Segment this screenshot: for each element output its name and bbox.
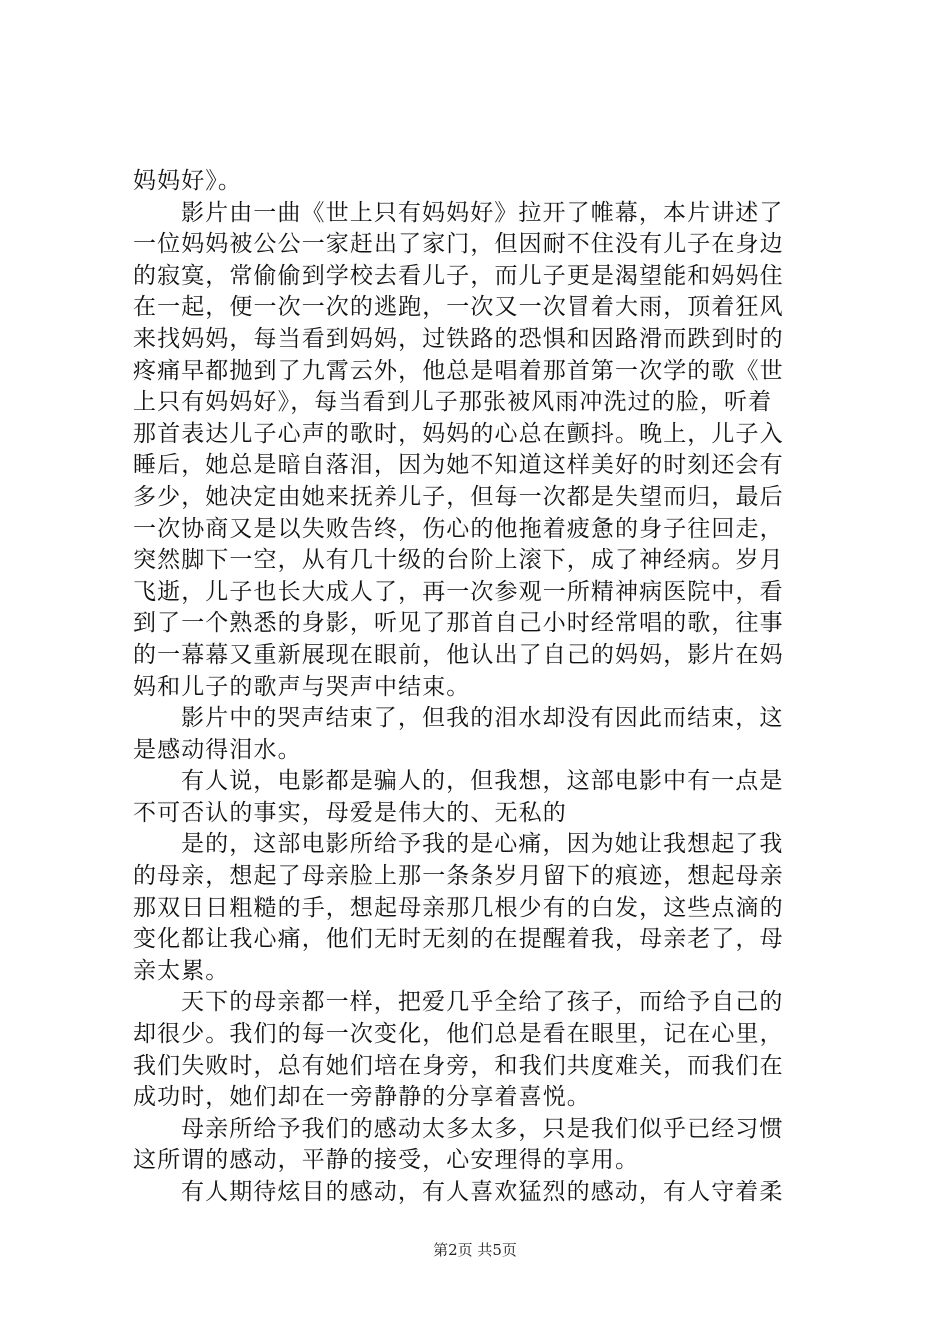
text-line: 母亲所给予我们的感动太多太多，只是我们似乎已经习惯: [181, 1115, 784, 1142]
text-line: 睡后，她总是暗自落泪，因为她不知道这样美好的时刻还会有: [133, 452, 784, 479]
text-line: 到了一个熟悉的身影，听见了那首自己小时经常唱的歌，往事: [133, 610, 784, 637]
text-line: 多少，她决定由她来抚养儿子，但每一次都是失望而归，最后: [133, 483, 784, 510]
text-line: 疼痛早都抛到了九霄云外，他总是唱着那首第一次学的歌《世: [133, 357, 784, 384]
text-line: 突然脚下一空，从有几十级的台阶上滚下，成了神经病。岁月: [133, 547, 784, 574]
text-line: 那首表达儿子心声的歌时，妈妈的心总在颤抖。晚上，儿子入: [133, 420, 784, 447]
text-line: 妈妈好》。: [133, 168, 242, 194]
text-line: 来找妈妈，每当看到妈妈，过铁路的恐惧和因路滑而跌到时的: [133, 325, 784, 352]
text-line: 飞逝，儿子也长大成人了，再一次参观一所精神病医院中，看: [133, 578, 784, 605]
text-line: 在一起，便一次一次的逃跑，一次又一次冒着大雨，顶着狂风: [133, 294, 784, 321]
paragraph: [133, 829, 833, 987]
text-line: 是的，这部电影所给予我的是心痛，因为她让我想起了我: [181, 831, 784, 858]
text-line: 影片中的哭声结束了，但我的泪水却没有因此而结束，这: [181, 705, 784, 732]
text-line: 妈和儿子的歌声与哭声中结束。: [133, 673, 471, 700]
text-line: 上只有妈妈好》，每当看到儿子那张被风雨冲洗过的脸，听着: [133, 389, 773, 416]
text-line: 亲太累。: [133, 957, 230, 984]
text-line: 一位妈妈被公公一家赶出了家门，但因耐不住没有儿子在身边: [133, 231, 784, 258]
text-line: 却很少。我们的每一次变化，他们总是看在眼里，记在心里，: [133, 1021, 784, 1048]
text-line: 影片由一曲《世上只有妈妈好》拉开了帷幕，本片讲述了: [181, 199, 784, 226]
paragraph: [133, 1177, 833, 1209]
paragraph: [133, 1114, 833, 1177]
text-line: 变化都让我心痛，他们无时无刻的在提醒着我，母亲老了，母: [133, 926, 784, 953]
text-line: 不可否认的事实，母爱是伟大的、无私的: [133, 799, 567, 826]
text-line: 这所谓的感动，平静的接受，心安理得的享用。: [133, 1147, 640, 1174]
page-footer: 第2页 共5页: [433, 1241, 517, 1259]
document-body: [133, 166, 833, 1209]
text-line: 一次协商又是以失败告终，伤心的他拖着疲惫的身子往回走，: [133, 515, 784, 542]
text-line: 的一幕幕又重新展现在眼前，他认出了自己的妈妈，影片在妈: [133, 641, 784, 668]
paragraph: [133, 987, 833, 1113]
text-line: 有人说，电影都是骗人的，但我想，这部电影中有一点是: [181, 768, 784, 795]
paragraph: [133, 166, 833, 198]
text-line: 有人期待炫目的感动，有人喜欢猛烈的感动，有人守着柔: [181, 1179, 784, 1205]
paragraph: [133, 766, 833, 829]
text-line: 我们失败时，总有她们培在身旁，和我们共度难关，而我们在: [133, 1052, 784, 1079]
text-line: 天下的母亲都一样，把爱几乎全给了孩子，而给予自己的: [181, 989, 784, 1016]
paragraph: [133, 703, 833, 766]
text-line: 那双日日粗糙的手，想起母亲那几根少有的白发，这些点滴的: [133, 894, 784, 921]
text-line: 的寂寞，常偷偷到学校去看儿子，而儿子更是渴望能和妈妈住: [133, 262, 784, 289]
text-line: 的母亲，想起了母亲脸上那一条条岁月留下的痕迹，想起母亲: [133, 863, 784, 890]
text-line: 是感动得泪水。: [133, 736, 302, 763]
text-line: 成功时，她们却在一旁静静的分享着喜悦。: [133, 1084, 591, 1111]
paragraph: [133, 198, 833, 704]
